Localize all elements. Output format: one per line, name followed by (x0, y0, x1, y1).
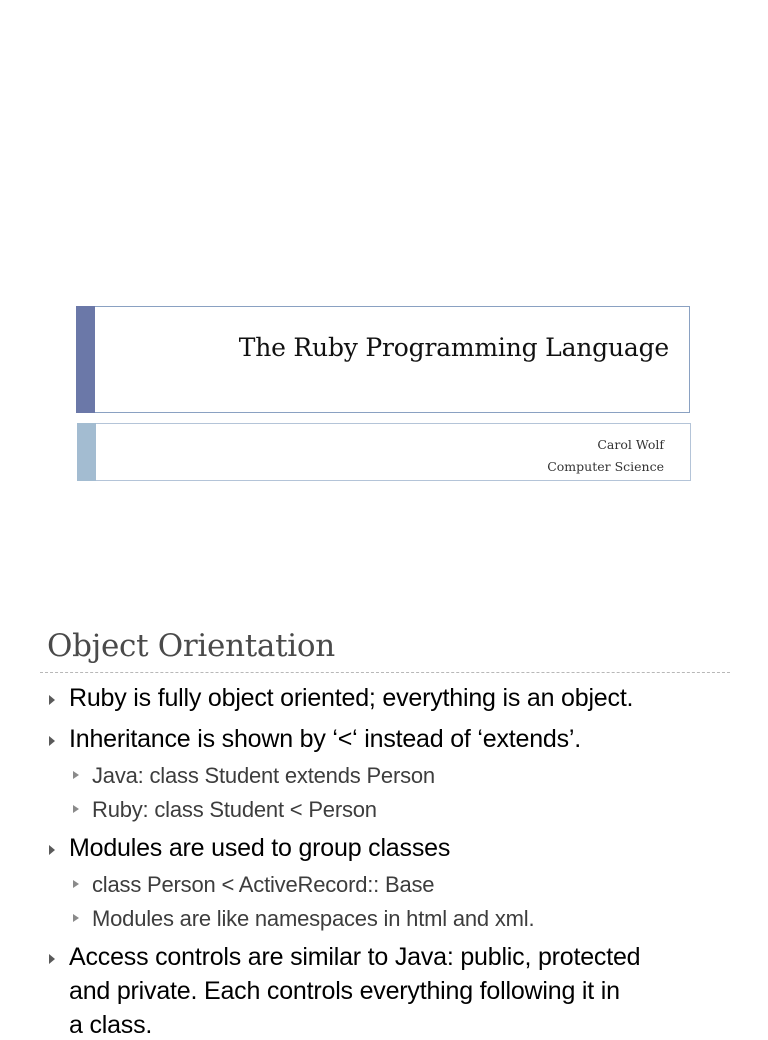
subtitle-accent-bar (77, 423, 96, 481)
bullet-arrow-icon (73, 914, 79, 922)
bullet-text: Java: class Student extends Person (92, 763, 435, 788)
bullet-arrow-icon (49, 695, 55, 705)
bullet-arrow-icon (73, 771, 79, 779)
presentation-title: The Ruby Programming Language (238, 333, 669, 362)
bullet-text: Ruby: class Student < Person (92, 797, 377, 822)
bullet-arrow-icon (49, 845, 55, 855)
bullet-text: and private. Each controls everything following it in (69, 977, 620, 1005)
bullet-arrow-icon (73, 880, 79, 888)
bullet-text: Modules are like namespaces in html and xml. (92, 906, 535, 931)
bullet-arrow-icon (49, 954, 55, 964)
bullet-text: Access controls are similar to Java: public, protected (69, 943, 641, 971)
bullet-text: a class. (69, 1011, 153, 1039)
bullet-text: Modules are used to group classes (69, 834, 451, 862)
department-name: Computer Science (547, 459, 664, 474)
bullet-text: class Person < ActiveRecord:: Base (92, 872, 435, 897)
author-name: Carol Wolf (597, 437, 664, 452)
bullet-text: Inheritance is shown by ‘<‘ instead of ‘extends’. (69, 725, 582, 753)
subtitle-box (77, 423, 691, 481)
bullet-arrow-icon (73, 805, 79, 813)
title-box (76, 306, 690, 413)
heading-divider (40, 672, 730, 673)
bullet-text: Ruby is fully object oriented; everything is an object. (69, 684, 634, 712)
bullet-arrow-icon (49, 736, 55, 746)
slide-heading: Object Orientation (47, 628, 335, 664)
title-accent-bar (76, 306, 95, 413)
